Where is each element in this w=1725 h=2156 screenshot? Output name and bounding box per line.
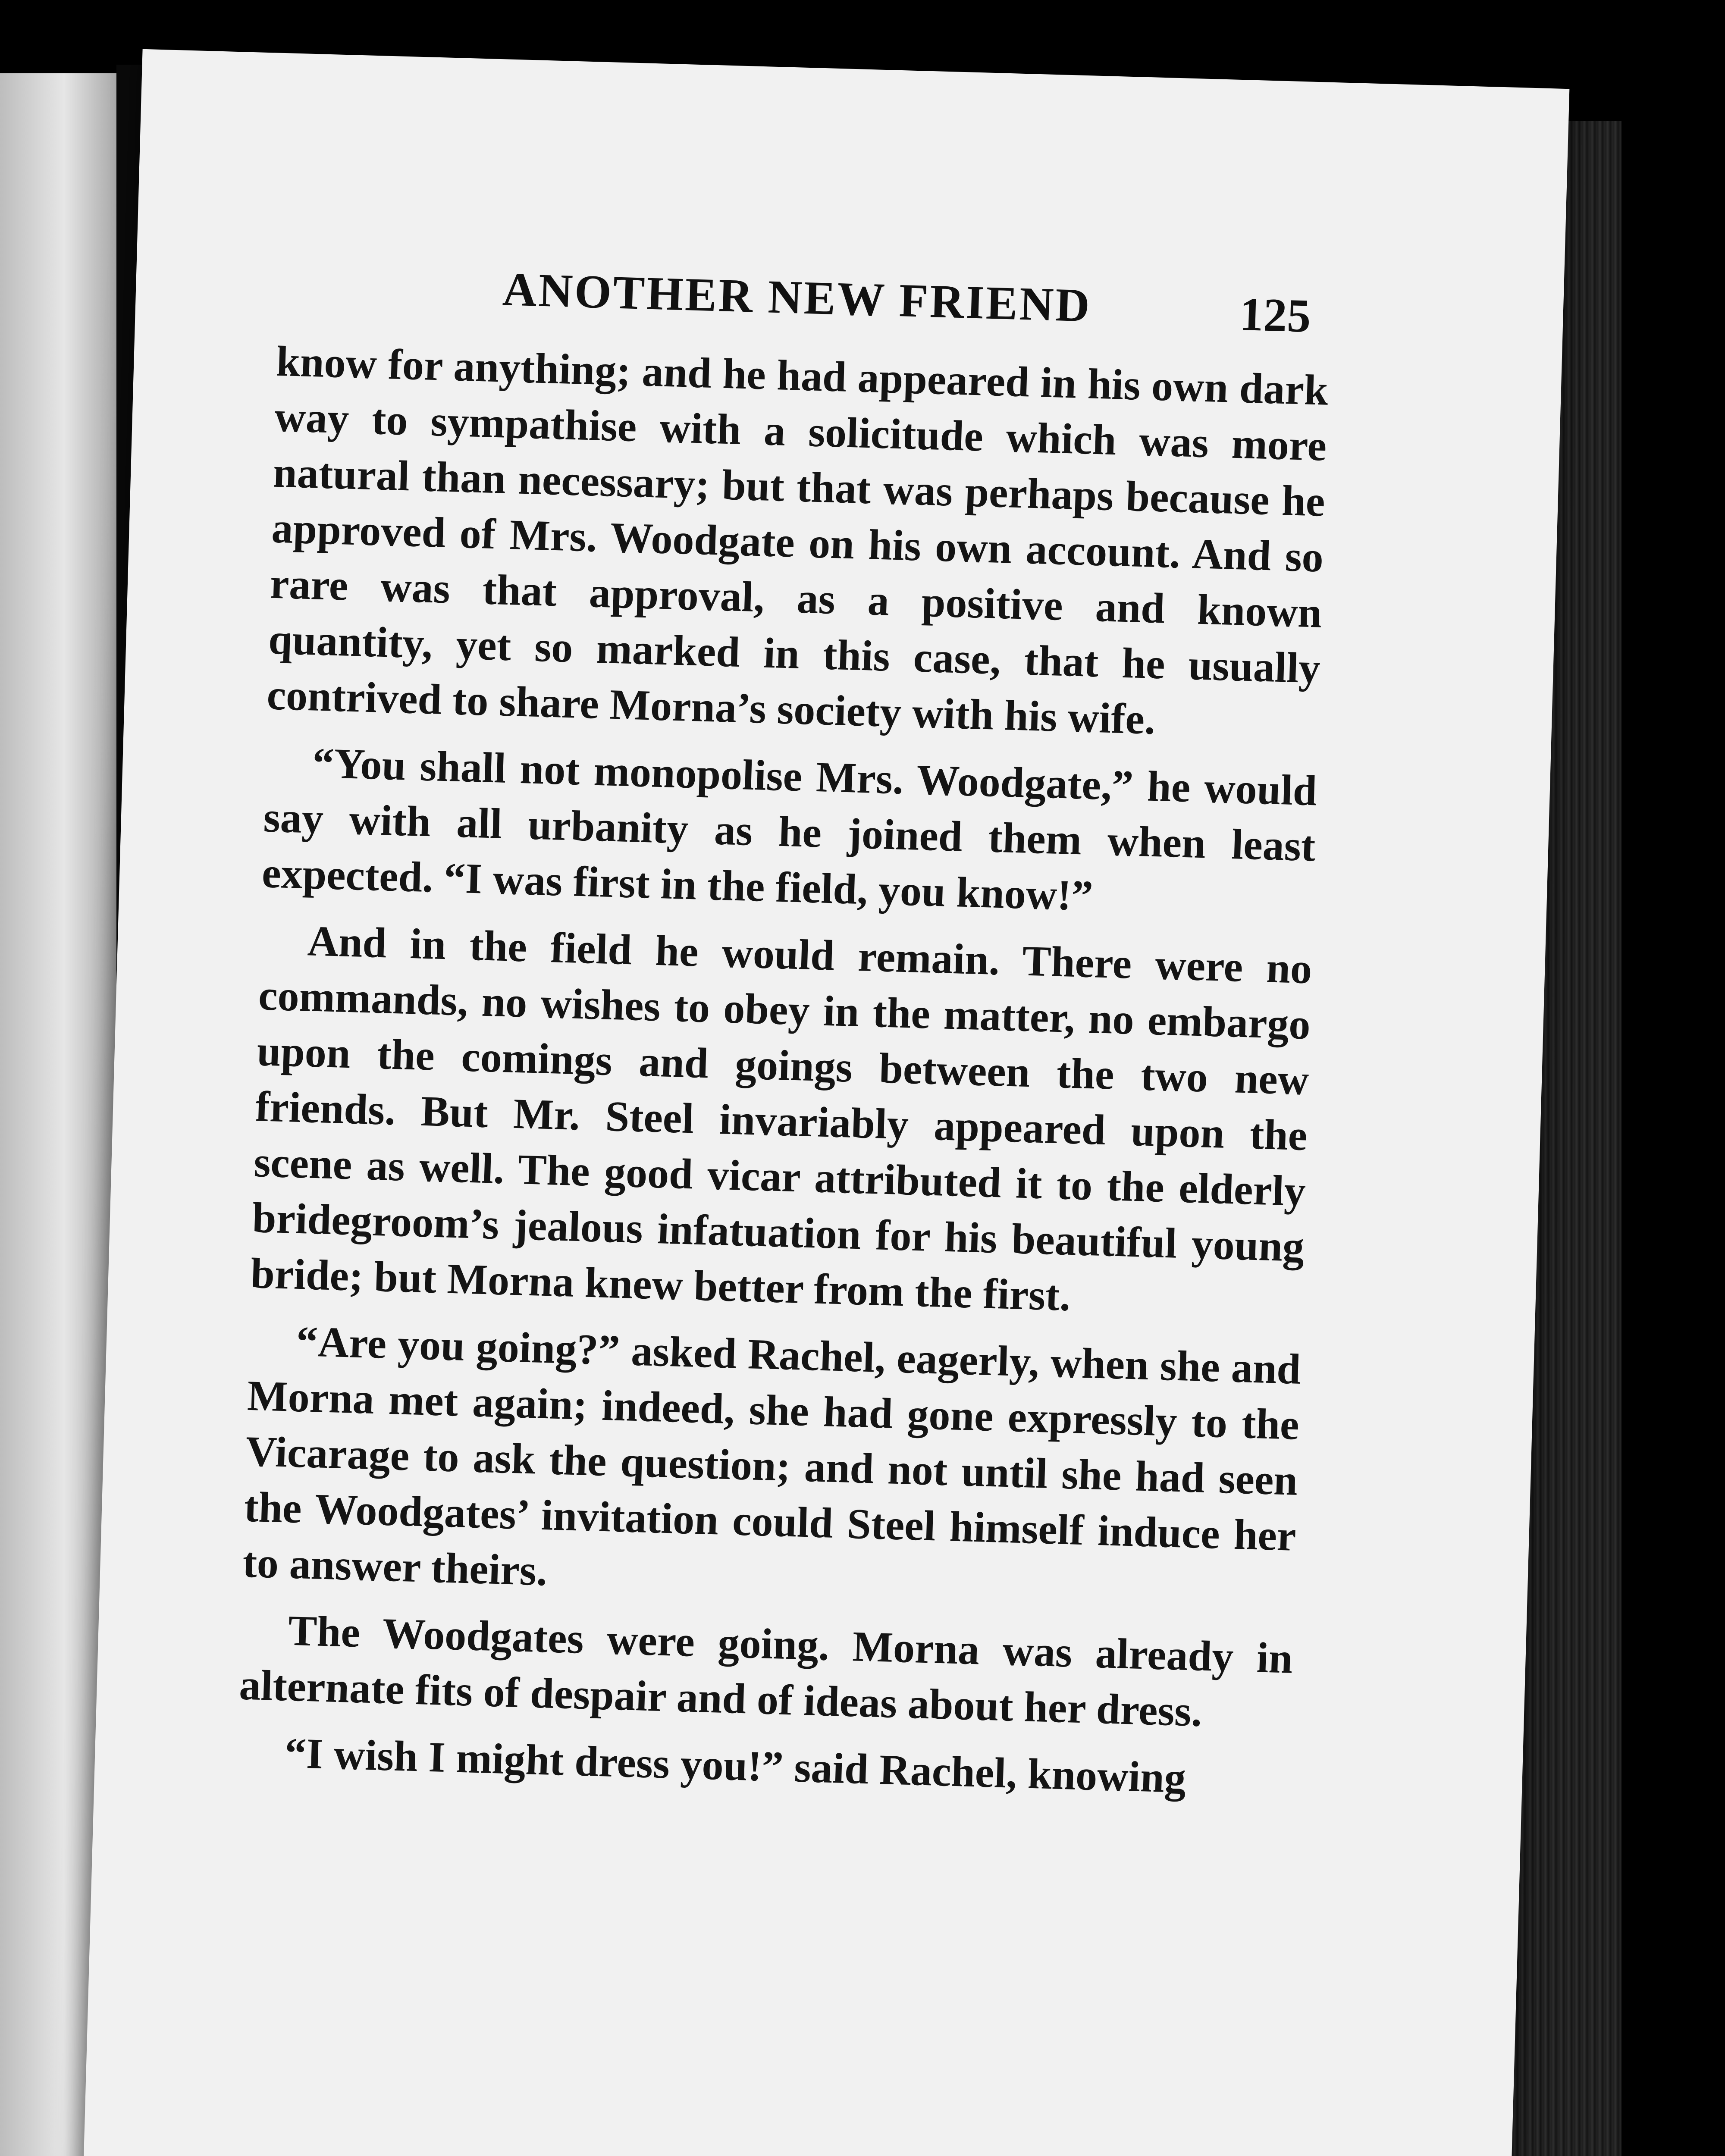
paragraph: And in the field he would remain. There were no commands, no wishes to obey in the matter, no embargo upon the comings and goings between the two new friends. But Mr. Steel invariably appeared upon the scene as well. The good vicar attributed it to the elderly bridegroom’s jealous infatuation for his beautiful young bride; but Morna knew better from the first.: [250, 917, 1313, 1320]
paragraph: “Are you going?” asked Rachel, eagerly, when she and Morna met again; indeed, she had gone expressly to the Vicarage to ask the question; and not until she had seen the Woodgates’ invitation could Steel himself induce her to answer theirs.: [242, 1317, 1302, 1595]
book-page: [78, 49, 1569, 2156]
body-text: [236, 333, 1329, 1820]
chapter-title: ANOTHER NEW FRIEND: [502, 263, 1092, 332]
paragraph: The Woodgates were going. Morna was already in alternate fits of despair and of ideas about her dress.: [238, 1606, 1294, 1736]
paragraph: “I wish I might dress you!” said Rachel, knowing: [284, 1729, 1187, 1802]
paragraph: “You shall not monopolise Mrs. Woodgate,” he would say with all urbanity as he joined them when least expected. “I was first in the field, you know!”: [261, 739, 1318, 920]
paragraph: know for anything; and he had appeared in his own dark way to sympathise with a solicitude which was more natural than necessary; but that was perhaps because he approved of Mrs. Woodgate on his own account. And so rare was that approval, as a positive and known quantity, yet so marked in this case, that he usually contrived to share Morna’s society with his wife.: [266, 337, 1329, 743]
page-number: 125: [1239, 288, 1312, 342]
